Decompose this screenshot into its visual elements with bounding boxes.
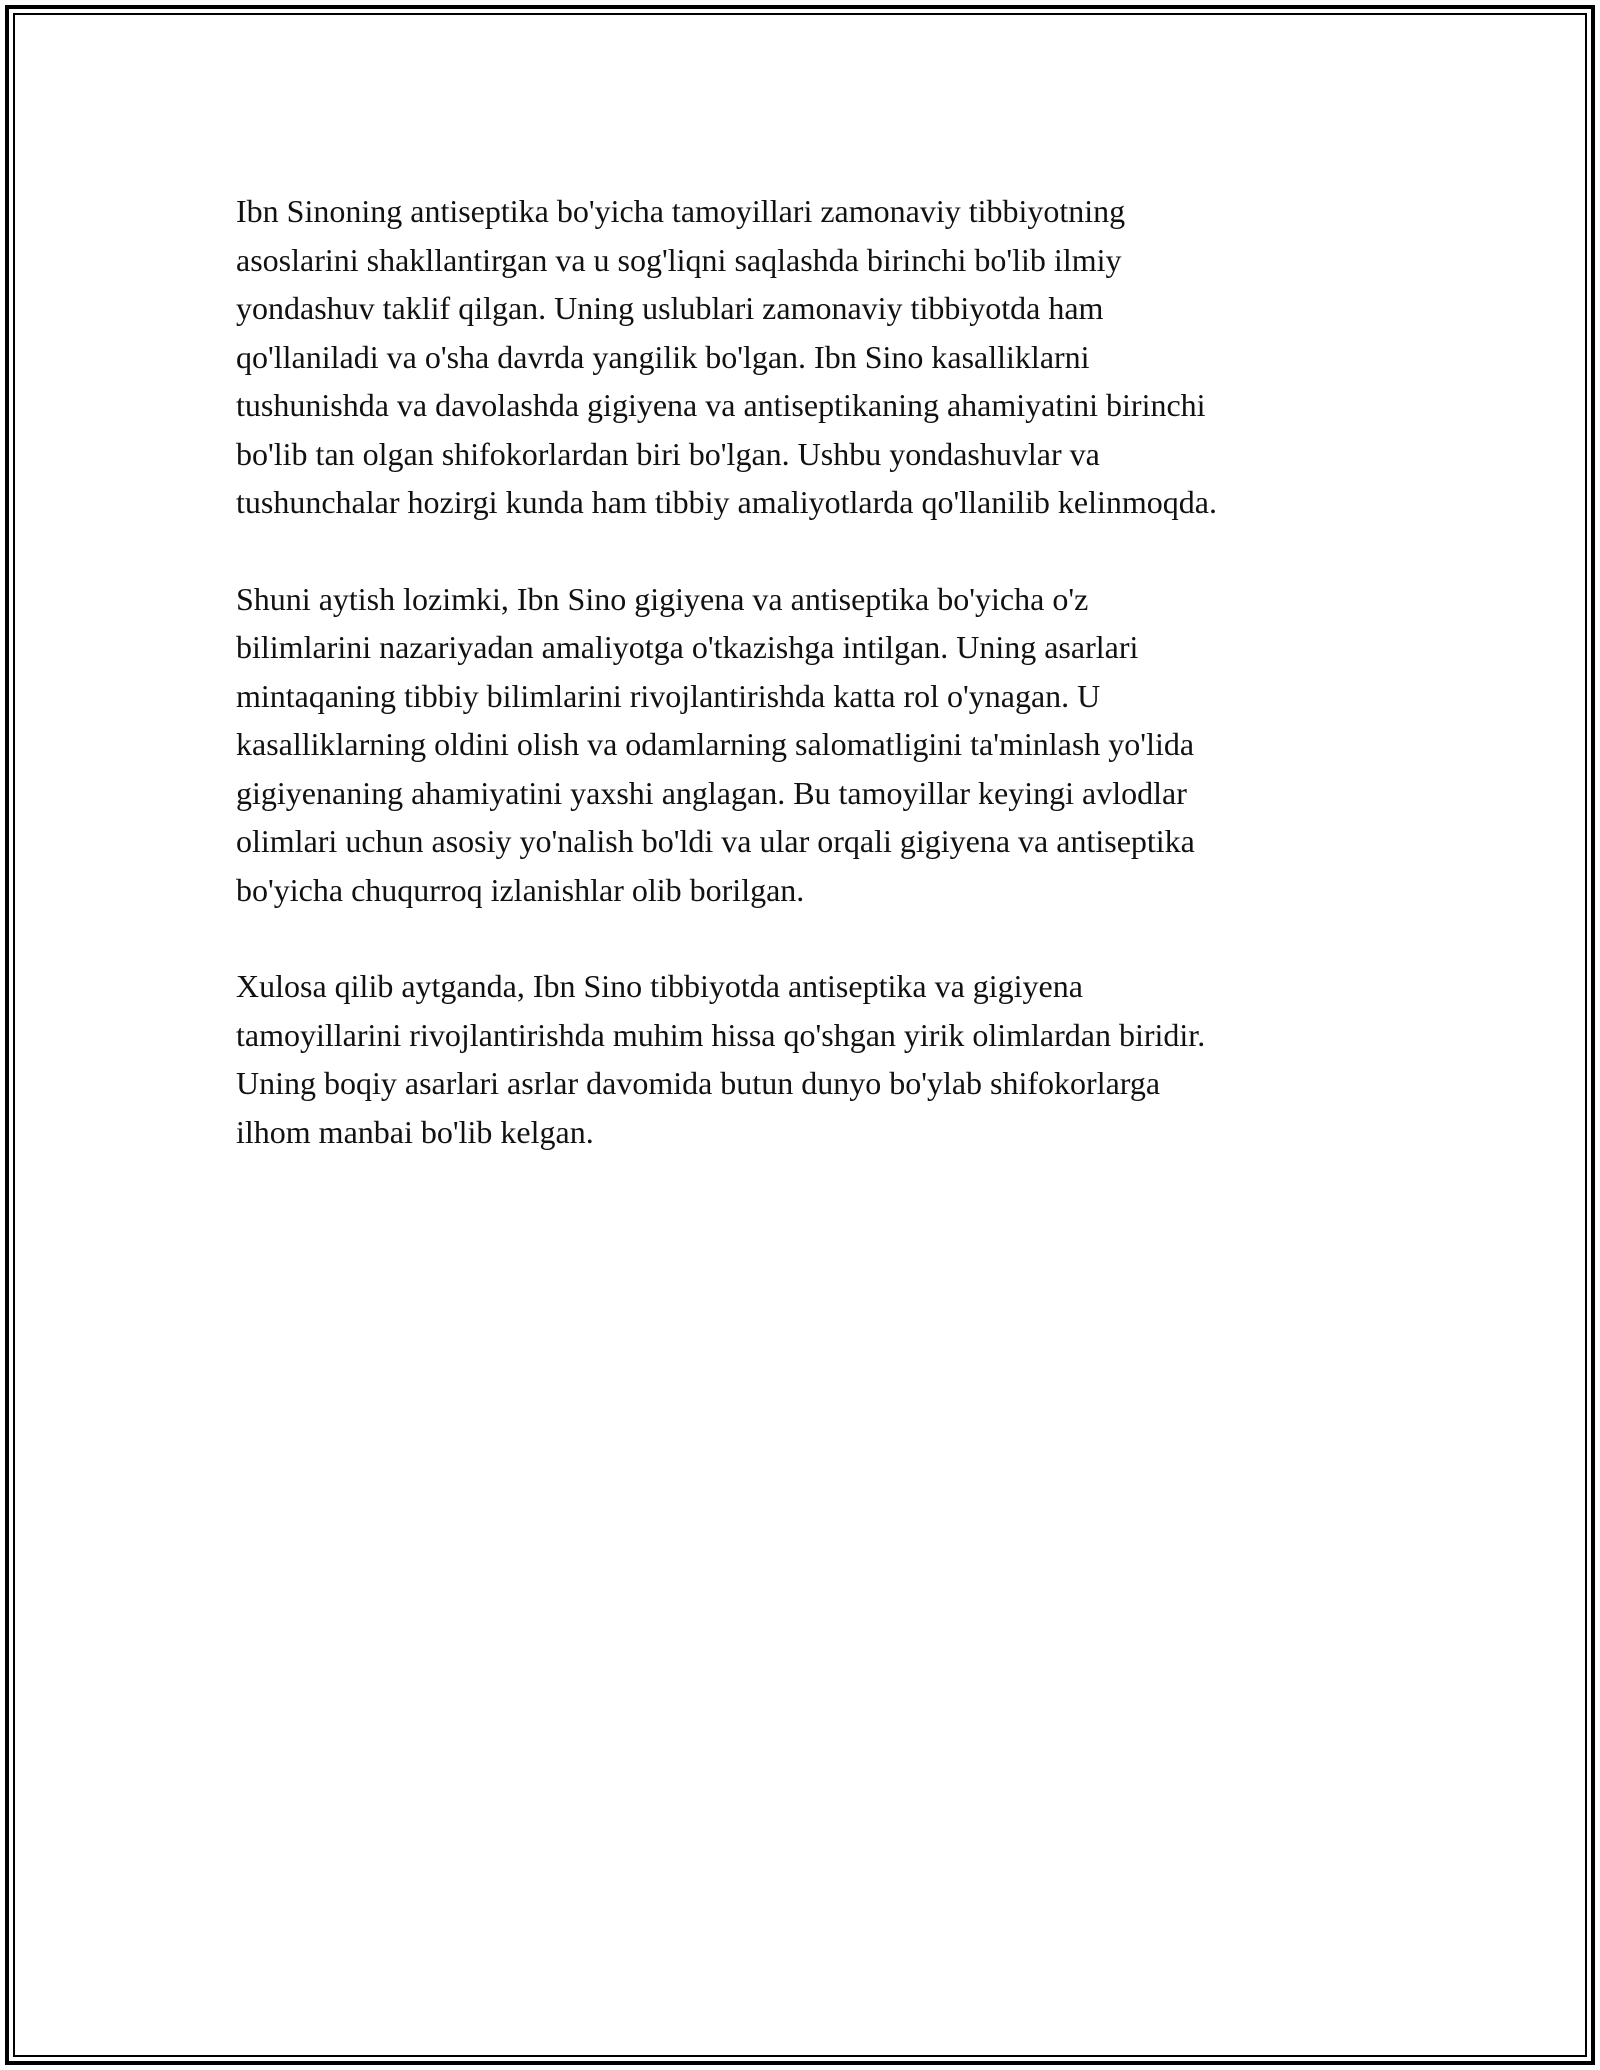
document-body xyxy=(236,187,1396,1204)
paragraph-2: Shuni aytish lozimki, Ibn Sino gigiyena va antiseptika bo'yicha o'z bilimlarini nazariyadan amaliyotga o'tkazishga intilgan. Uning asarlari mintaqaning tibbiy bilimlarini rivojlantirishda katta rol o'ynagan. U kasalliklarning oldini olish va odamlarning salomatligini ta'minlash yo'lida gigiyenaning ahamiyatini yaxshi anglagan. Bu tamoyillar keyingi avlodlar olimlari uchun asosiy yo'nalish bo'ldi va ular orqali gigiyena va antiseptika bo'yicha chuqurroq izlanishlar olib borilgan. xyxy=(236,580,1195,908)
paragraph-3: Xulosa qilib aytganda, Ibn Sino tibbiyotda antiseptika va gigiyena tamoyillarini rivojlantirishda muhim hissa qo'shgan yirik olimlardan biridir. Uning boqiy asarlari asrlar davomida butun dunyo bo'ylab shifokorlarga ilhom manbai bo'lib kelgan. xyxy=(236,968,1206,1150)
paragraph-1: Ibn Sinoning antiseptika bo'yicha tamoyillari zamonaviy tibbiyotning asoslarini shakllantirgan va u sog'liqni saqlashda birinchi bo'lib ilmiy yondashuv taklif qilgan. Uning uslublari zamonaviy tibbiyotda ham qo'llaniladi va o'sha davrda yangilik bo'lgan. Ibn Sino kasalliklarni tushunishda va davolashda gigiyena va antiseptikaning ahamiyatini birinchi bo'lib tan olgan shifokorlardan biri bo'lgan. Ushbu yondashuvlar va tushunchalar hozirgi kunda ham tibbiy amaliyotlarda qo'llanilib kelinmoqda. xyxy=(236,193,1217,520)
